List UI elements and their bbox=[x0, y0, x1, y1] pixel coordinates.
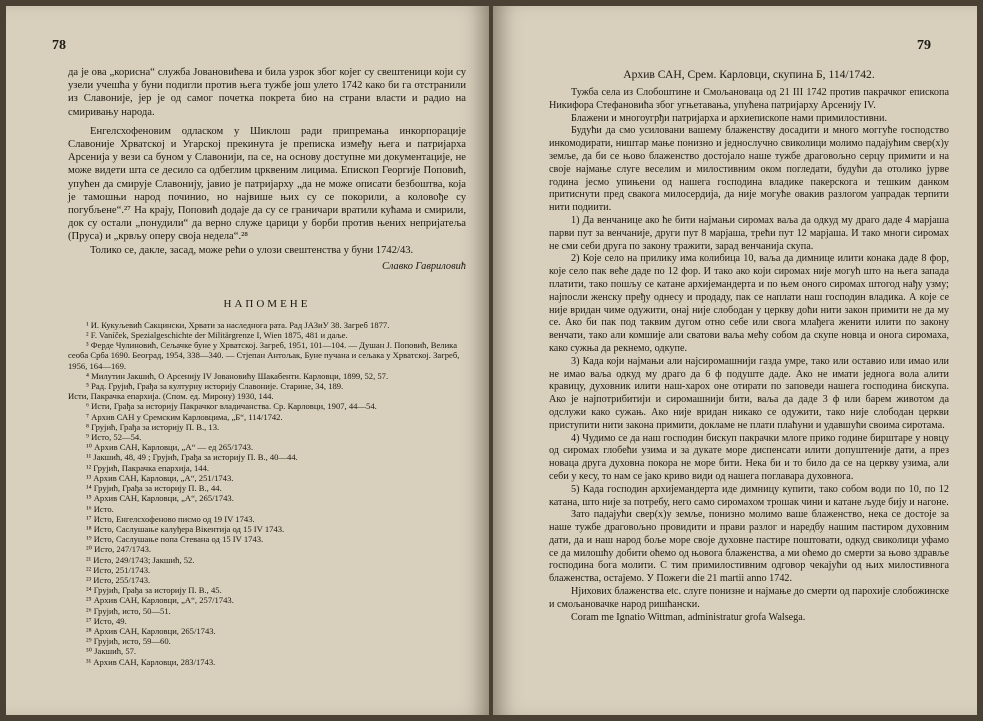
footnote: ³ Ферде Чулиновић, Сељачке буне у Хрватској. Загреб, 1951, 101—104. — Душан Ј. Поповић, Велика сеоба Срба 1690. Београд, 1954, 338—340. — Стјепан Антољак, Буне пучана и сељака у Хрватској. Загреб, 1956, 164—169. bbox=[68, 340, 460, 371]
footnote: ²⁵ Архив САН, Карловци, „А“, 257/1743. bbox=[86, 595, 234, 606]
left-page bbox=[6, 6, 489, 715]
paragraph: Толико се, дакле, засад, може рећи о улози свештенства у буни 1742/43. bbox=[90, 244, 414, 256]
page-number-left: 78 bbox=[52, 38, 66, 53]
footnote: ² F. Vaníček, Spezialgeschichte der Militärgrenze I, Wien 1875, 481 и даље. bbox=[86, 330, 348, 341]
footnote: ¹¹ Јакшић, 48, 49 ; Грујић, Грађа за историју П. В., 40—44. bbox=[86, 452, 298, 463]
footnote: ²⁷ Исто, 49. bbox=[86, 615, 127, 626]
paragraph: Енгелсхофеновим одласком у Шиклош ради припремања инкорпорације Славоније Хрватској и Угарској прекинута је преписка између њега и патријарха Арсенија у вези са буном у Славонији, па се, на основу доступне ми документације, не може видети шта се десило са одбеглим црквеним лицима. Епископ Георгије Поповић, упућен да смирује Славонију, јавио је патријарху „да не може описати безбоштва, која је тамошњи народ починио, но највише њих су се покорили, а коловође су погубљене“.²⁷ На крају, Поповић додаје да су се граничари вратили кућама и смирили, док су остали „понудили“ да верно служе царици у борби против њених непријатеља (Пруса) и „крвљу оперу своја недела“.²⁸ bbox=[68, 125, 466, 243]
footnote: ¹² Грујић, Пакрачка епархија, 144. bbox=[86, 462, 210, 473]
author-signature: Славко Гавриловић bbox=[381, 260, 466, 272]
document-title: Архив САН, Срем. Карловци, скупина Б, 114/1742. bbox=[623, 68, 875, 81]
footnote: ⁹ Исто, 52—54. bbox=[86, 432, 142, 443]
footnote: ⁶ Исти, Грађа за историју Пакрачког владичанства. Ср. Карловци, 1907, 44—54. bbox=[86, 401, 377, 412]
paragraph: 3) Када који најмањи али најсиромашнији газда умре, тако или оставио или имао или не имао ваља одкуд му драго да 6 ф подуште даде. Ако не имати једнога вола алити кравицу, духовник илити наш-харох оне отирати по заповеди нашега господина бискупа. Ако је најпотрибитији и сиромашнији бити, ваља да даде 3 ф или барем животом да одслужи како сужањ. Ако није вридан никако се одужити, тако није слободан церкви приступити нити закона примити, докламе не плати плаћуни и удавшући своима сиротама. bbox=[549, 355, 949, 431]
footnote: ²⁶ Грујић, исто, 50—51. bbox=[86, 605, 171, 616]
paragraph: Будући да смо усиловани вашему блаженству досадити и много моггуће господство инкомодирати, ништар мање понизно и једнослучно свиколици молимо падајућим свер(х)у земље, да би се њово блаженство достојало наше тужбе драговољно серцу примити и на своје најмање слуге веселим и милостивним оком погледати, будући да отолико јурве година јесмо упињени од нашега господина владике пакерскога и тешким данком притиснути пред свакога милосердија, да није могуће овакив разлогом уапрадак терпити нити подиити. bbox=[549, 125, 949, 214]
right-page-body bbox=[549, 68, 949, 624]
footnote: ²² Исто, 251/1743. bbox=[86, 564, 151, 575]
footnote: ²⁸ Архив САН, Карловци, 265/1743. bbox=[86, 625, 216, 636]
paragraph: Блажени и многоугрђи патријарха и архиепископе нами примилостивни. bbox=[571, 112, 887, 124]
paragraph: 2) Које село на прилику има колибица 10, ваља да димнице илити конака даде 8 фор, које село пак веће даде по 12 фор. И тако ако који сиромах није могућ што на њега запада платити, тако пошљу се катане архијемандерта и по њем оного сиромах штогод нађу узму; најпосли женску пређу однесу и продаду, пак се наплати наш господин владика. А које се није вридан чиме одужити, онај није слободан у церкву доћи нити закон примити не да му се. Ако би пак под таквим дугом отно себе или свога млађега женити илити по закону венчати, тако али комшије али сватови ваља мећу собом да скупе новца и онога сиромаха, како сужња да рекнемо, одкупе. bbox=[549, 253, 949, 354]
footnote: ²³ Исто, 255/1743. bbox=[86, 574, 151, 585]
footnote: ²⁹ Грујић, исто, 59—60. bbox=[86, 636, 171, 647]
footnote: ⁷ Архив САН у Сремским Карловцима, „Б“, 114/1742. bbox=[86, 411, 283, 422]
footnote: ³⁰ Јакшић, 57. bbox=[86, 646, 137, 657]
paragraph: да је ова „корисна“ служба Јовановићева и била узрок због којег су свештеници који су узели учешћа у буни подигли против њега тужбе још улето 1742 како би га отстранили из Славоније, јер је од самог почетка покрета био на страни власти и радио на смиривању народа. bbox=[68, 67, 466, 118]
paragraph: 5) Када господин архијемандерта иде димницу купити, тако собом води по 10, по 12 катана, што није за потребу, него само сиромахом трошак чини и катане људе бију и нагоне. bbox=[549, 483, 949, 508]
footnote: ⁴ Милутин Јакшић, О Арсенију IV Јовановићу Шакабенти. Карловци, 1899, 52, 57. bbox=[86, 370, 389, 381]
footnote: ¹³ Архив САН, Карловци, „А“, 251/1743. bbox=[86, 472, 234, 483]
footnote: Исти, Пакрачка епархија. (Спом. ед. Мирону) 1930, 144. bbox=[68, 391, 274, 402]
paragraph: Coram me Ignatio Wittman, administratur grofa Walsega. bbox=[571, 611, 806, 623]
footnote: ²¹ Исто, 249/1743; Јакшић, 52. bbox=[86, 554, 195, 565]
footnote: ¹⁵ Архив САН, Карловци, „А“, 265/1743. bbox=[86, 493, 234, 504]
footnote: ¹ И. Кукуљевић Сакцински, Хрвати за наследнога рата. Рад ЈАЗиУ 38. Загреб 1877. bbox=[86, 319, 390, 330]
paragraph: 1) Да венчанице ако ће бити најмањи сиромах ваља да одкуд му драго даде 4 марјаша парви пут за венчаније, други пут 8 марјаша, трећи пут 12 марјаша. И тако многи сиромах не сми себи друга по закону тражити, зарад венчанија скупа. bbox=[549, 214, 949, 252]
notes-list bbox=[68, 320, 466, 667]
notes-heading: НАПОМЕНЕ bbox=[223, 297, 311, 310]
left-page-body bbox=[68, 66, 466, 667]
footnote: ¹⁶ Исто. bbox=[86, 503, 114, 514]
footnote: ¹⁰ Архив САН, Карловци, „А“ — ед 265/1743. bbox=[86, 442, 254, 453]
footnote: ³¹ Архив САН, Карловци, 283/1743. bbox=[86, 656, 216, 667]
page-number-right: 79 bbox=[917, 38, 931, 53]
footnote: ¹⁴ Грујић, Грађа за историју П. В., 44. bbox=[86, 483, 222, 494]
paragraph: Зато падајући свер(х)у земље, понизно молимо ваше блаженство, нека се достоје за наше тужбе драговољно провидити и прави разлог и наредбу нашим пастиром духовним дати, да и наш народ боље море своје духовне пастире поштовати, одкуд свиколици уфамо се да милошћу добити оћемо од њовога блаженства, а ми оћемо до смерти за њово здравље господина бога молити. С тим примилостивним одговор чекајући од њих милостивнога блаженства, остајемо. У Пожеги die 21 martii anno 1742. bbox=[549, 509, 949, 585]
footnote: ⁸ Грујић, Грађа за историју П. В., 13. bbox=[86, 421, 220, 432]
footnote: ²⁰ Исто, 247/1743. bbox=[86, 544, 152, 555]
footnote: ¹⁷ Исто, Енгелсхофеново писмо од 19 IV 1743. bbox=[86, 513, 255, 524]
footnote: ¹⁸ Исто, Саслушање калуђера Вікентија од 15 IV 1743. bbox=[86, 523, 285, 534]
paragraph: 4) Чудимо се да наш господин бискуп пакрачки млоге прико године бирштаре у новцу од сиромах глобећи узима и за дукате море диспенсати илити допуштеније дати, а през новаца друга духовна покора не море бити. Нека би и то било да се на церкву узима, али себи у кесу, то нам се јако криво види од нашега поглавара духовнога. bbox=[549, 432, 949, 482]
paragraph: Нјихових блаженства etc. слуге понизне и најмање до смерти од парохије слобожинске и смољановачке народ ришћански. bbox=[549, 586, 949, 610]
footnote: ⁵ Рад. Грујић, Грађа за културну историју Славоније. Старине, 34, 189. bbox=[86, 381, 344, 392]
document-intro: Тужба села из Слобоштине и Смољановаца од 21 III 1742 против пакрачког епископа Никифора Стефановића због угњетавања, упућена патријарху Арсенију IV. bbox=[549, 87, 949, 111]
right-page bbox=[493, 6, 977, 715]
footnote: ²⁴ Грујић, Грађа за историју П. В., 45. bbox=[86, 585, 222, 596]
footnote: ¹⁹ Исто, Саслушање попа Стевана од 15 IV 1743. bbox=[86, 534, 264, 545]
